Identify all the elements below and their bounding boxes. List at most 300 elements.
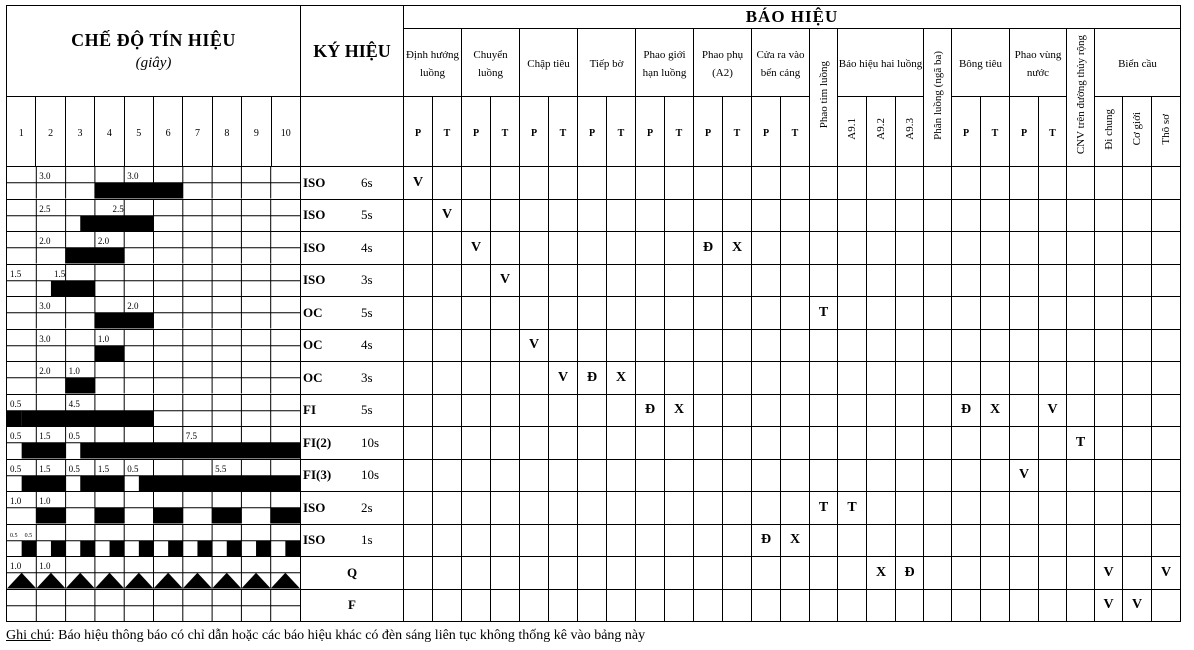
signal-cell — [781, 362, 810, 395]
light-symbol — [301, 362, 404, 395]
signal-cell — [549, 459, 578, 492]
signal-cell — [896, 232, 924, 265]
signal-cell — [1067, 427, 1095, 460]
second-header — [153, 97, 182, 167]
light-code: FI — [303, 402, 316, 418]
signal-cell — [752, 427, 781, 460]
group-header — [952, 29, 1010, 97]
group-header — [404, 29, 462, 97]
sub-header — [981, 97, 1010, 167]
signal-cell — [1152, 524, 1181, 557]
signal-cell — [781, 199, 810, 232]
signal-cell — [694, 329, 723, 362]
light-period-block — [22, 540, 37, 556]
table-row — [7, 199, 1181, 232]
signal-cell — [520, 167, 549, 200]
signal-cell — [636, 297, 665, 330]
table-row — [7, 459, 1181, 492]
signal-mark: V — [412, 174, 424, 190]
sub-header-label: P — [588, 127, 596, 139]
sub-header — [1152, 97, 1181, 167]
signal-cell — [636, 232, 665, 265]
timing-pattern — [7, 394, 301, 427]
quick-flash-triangle — [183, 573, 212, 589]
signal-cell — [723, 459, 752, 492]
signal-cell — [867, 329, 896, 362]
signal-cell — [924, 329, 952, 362]
signal-cell — [896, 199, 924, 232]
signal-cell — [1039, 297, 1067, 330]
light-period: 5s — [361, 304, 373, 320]
timing-label: 0.5 — [24, 532, 33, 539]
second-label: 3 — [77, 127, 83, 139]
light-code: OC — [303, 337, 323, 353]
signal-cell — [636, 459, 665, 492]
signal-cell — [433, 459, 462, 492]
signal-cell — [462, 232, 491, 265]
signal-cell — [781, 167, 810, 200]
signal-cell — [607, 167, 636, 200]
signal-cell — [694, 557, 723, 590]
group-label: Tiếp bờ — [589, 57, 624, 70]
signal-cell — [433, 427, 462, 460]
signal-cell — [896, 394, 924, 427]
signal-cell — [520, 492, 549, 525]
signal-cell — [896, 427, 924, 460]
signal-cell — [694, 167, 723, 200]
signal-cell — [404, 459, 433, 492]
signal-cell — [607, 232, 636, 265]
light-code: OC — [303, 369, 323, 385]
sub-header-label: P — [762, 127, 770, 139]
sub-header — [781, 97, 810, 167]
table-row — [7, 427, 1181, 460]
signal-cell — [549, 394, 578, 427]
light-period-block — [22, 410, 154, 426]
signal-cell — [607, 459, 636, 492]
timing-label: 2.5 — [112, 203, 124, 214]
sub-header-label: Thô sơ — [1160, 113, 1172, 145]
second-header — [212, 97, 241, 167]
signal-cell — [607, 329, 636, 362]
symbol-title: KÝ HIỆU — [313, 40, 391, 61]
signal-cell — [981, 394, 1010, 427]
light-symbol — [301, 329, 404, 362]
signal-mark: X — [875, 564, 887, 580]
timing-pattern — [7, 492, 301, 525]
timing-label: 2.5 — [39, 203, 51, 214]
signal-cell — [665, 167, 694, 200]
signal-cell — [404, 427, 433, 460]
signal-cell — [1010, 297, 1039, 330]
signal-mark: X — [615, 369, 627, 385]
signal-cell — [636, 199, 665, 232]
second-label: 10 — [280, 127, 291, 139]
timing-label: 0.5 — [10, 532, 18, 539]
second-label: 9 — [253, 127, 259, 139]
light-code: ISO — [303, 532, 326, 548]
signal-cell — [896, 557, 924, 590]
timing-pattern — [7, 427, 301, 460]
signal-cell — [810, 199, 838, 232]
signal-table — [6, 5, 1181, 622]
signal-cell — [462, 167, 491, 200]
signal-cell — [1010, 459, 1039, 492]
timing-label: 1.0 — [39, 495, 51, 506]
sub-header — [462, 97, 491, 167]
timing-label: 3.0 — [127, 170, 139, 181]
second-header — [242, 97, 271, 167]
signal-cell — [665, 459, 694, 492]
signal-cell — [1095, 329, 1123, 362]
timing-pattern — [7, 459, 301, 492]
signal-cell — [1152, 589, 1181, 622]
group-label: Chuyển luồng — [473, 48, 508, 79]
timing-label: 1.5 — [39, 430, 51, 441]
signal-cell — [491, 459, 520, 492]
signal-cell — [578, 459, 607, 492]
signal-cell — [549, 329, 578, 362]
sub-header — [838, 97, 867, 167]
timing-label: 0.5 — [10, 430, 22, 441]
timing-pattern — [7, 329, 301, 362]
timing-pattern — [7, 557, 301, 590]
signal-cell — [752, 297, 781, 330]
timing-pattern — [7, 199, 301, 232]
signal-header — [404, 6, 1181, 29]
signal-cell — [578, 297, 607, 330]
timing-diagram — [7, 167, 300, 199]
signal-cell — [462, 394, 491, 427]
signal-cell — [1067, 394, 1095, 427]
signal-cell — [665, 524, 694, 557]
signal-cell — [867, 524, 896, 557]
light-symbol — [301, 557, 404, 590]
signal-cell — [1123, 524, 1152, 557]
signal-cell — [952, 492, 981, 525]
signal-cell — [981, 199, 1010, 232]
light-code: ISO — [303, 207, 326, 223]
timing-diagram — [7, 200, 300, 232]
signal-cell — [1095, 264, 1123, 297]
light-period-block — [154, 508, 183, 524]
signal-cell — [462, 459, 491, 492]
signal-cell — [491, 557, 520, 590]
signal-mark: V — [1103, 564, 1114, 580]
timing-diagram — [7, 265, 300, 297]
signal-cell — [810, 589, 838, 622]
group-label: Phao phụ (A2) — [701, 48, 744, 79]
group-label: Phân luồng (ngã ba) — [931, 50, 944, 140]
sub-header — [952, 97, 981, 167]
second-header — [65, 97, 94, 167]
table-row — [7, 557, 1181, 590]
signal-cell — [723, 427, 752, 460]
light-period-block — [110, 540, 125, 556]
timing-pattern — [7, 524, 301, 557]
light-period: 4s — [361, 239, 373, 255]
signal-cell — [433, 492, 462, 525]
signal-cell — [952, 459, 981, 492]
signal-cell — [1152, 394, 1181, 427]
signal-cell — [1095, 589, 1123, 622]
light-period-block — [51, 280, 95, 296]
signal-cell — [694, 232, 723, 265]
signal-cell — [694, 362, 723, 395]
signal-cell — [578, 557, 607, 590]
signal-cell — [838, 329, 867, 362]
signal-cell — [404, 297, 433, 330]
timing-label: 1.0 — [68, 365, 80, 376]
signal-mark: Đ — [960, 402, 972, 418]
sub-header-label: P — [472, 127, 480, 139]
signal-cell — [1095, 459, 1123, 492]
second-header — [36, 97, 65, 167]
signal-cell — [462, 492, 491, 525]
signal-mark: V — [1103, 597, 1114, 613]
signal-mark: T — [818, 499, 829, 515]
group-header — [694, 29, 752, 97]
signal-cell — [636, 167, 665, 200]
signal-cell — [867, 492, 896, 525]
second-header — [271, 97, 300, 167]
sub-header — [867, 97, 896, 167]
light-symbol — [301, 427, 404, 460]
signal-cell — [1010, 329, 1039, 362]
signal-cell — [867, 394, 896, 427]
timing-label: 3.0 — [39, 300, 51, 311]
signal-cell — [1152, 264, 1181, 297]
signal-cell — [952, 557, 981, 590]
signal-cell — [1039, 199, 1067, 232]
signal-cell — [924, 459, 952, 492]
signal-cell — [665, 232, 694, 265]
signal-cell — [607, 492, 636, 525]
signal-cell — [952, 524, 981, 557]
signal-cell — [636, 264, 665, 297]
signal-cell — [781, 557, 810, 590]
signal-cell — [462, 297, 491, 330]
signal-cell — [1067, 199, 1095, 232]
timing-pattern — [7, 167, 301, 200]
signal-cell — [1152, 297, 1181, 330]
signal-cell — [549, 362, 578, 395]
signal-cell — [520, 297, 549, 330]
signal-cell — [549, 199, 578, 232]
signal-cell — [723, 329, 752, 362]
signal-cell — [838, 492, 867, 525]
signal-cell — [1067, 362, 1095, 395]
signal-mark: V — [1131, 597, 1143, 613]
second-label: 6 — [165, 127, 171, 139]
sub-header — [433, 97, 462, 167]
signal-cell — [952, 264, 981, 297]
timing-label: 1.5 — [97, 463, 110, 474]
signal-cell — [549, 557, 578, 590]
light-symbol — [301, 264, 404, 297]
light-symbol — [301, 524, 404, 557]
sub-header-label: A9.3 — [903, 118, 916, 140]
table-row — [7, 492, 1181, 525]
group-header — [578, 29, 636, 97]
signal-cell — [607, 297, 636, 330]
signal-cell — [404, 167, 433, 200]
signal-cell — [810, 264, 838, 297]
signal-cell — [491, 232, 520, 265]
signal-cell — [810, 427, 838, 460]
signal-cell — [520, 264, 549, 297]
signal-cell — [810, 329, 838, 362]
signal-cell — [1095, 394, 1123, 427]
signal-cell — [665, 589, 694, 622]
timing-pattern — [7, 232, 301, 265]
signal-cell — [752, 199, 781, 232]
signal-cell — [1010, 589, 1039, 622]
signal-cell — [781, 459, 810, 492]
signal-cell — [549, 492, 578, 525]
group-label: Bông tiêu — [958, 57, 1003, 70]
light-period-block — [95, 313, 154, 329]
signal-cell — [1095, 199, 1123, 232]
light-period-block — [271, 508, 300, 524]
signal-cell — [952, 427, 981, 460]
light-code: Q — [346, 564, 358, 580]
signal-cell — [636, 362, 665, 395]
footnote — [6, 628, 645, 644]
quick-flash-triangle — [124, 573, 153, 589]
group-header — [1010, 29, 1067, 97]
signal-cell — [1152, 329, 1181, 362]
sub-header — [607, 97, 636, 167]
signal-cell — [781, 329, 810, 362]
group-label: Biển cầu — [1118, 57, 1157, 70]
timing-label: 4.5 — [68, 398, 80, 409]
signal-cell — [694, 492, 723, 525]
signal-cell — [462, 362, 491, 395]
second-header — [124, 97, 153, 167]
signal-cell — [952, 232, 981, 265]
signal-cell — [924, 232, 952, 265]
sub-header-label: Cơ giới — [1131, 112, 1143, 146]
signal-cell — [1010, 362, 1039, 395]
second-label: 7 — [195, 127, 201, 139]
signal-cell — [694, 459, 723, 492]
signal-cell — [924, 362, 952, 395]
signal-cell — [694, 427, 723, 460]
signal-cell — [723, 492, 752, 525]
sub-header-label: A9.1 — [846, 118, 858, 140]
signal-cell — [1152, 199, 1181, 232]
table-row — [7, 524, 1181, 557]
signal-cell — [636, 557, 665, 590]
timing-label: 1.5 — [53, 268, 66, 279]
signal-cell — [924, 557, 952, 590]
signal-cell — [462, 199, 491, 232]
group-label: Báo hiệu hai luồng — [838, 57, 923, 70]
signal-cell — [694, 264, 723, 297]
signal-cell — [838, 589, 867, 622]
signal-cell — [952, 589, 981, 622]
signal-cell — [1152, 557, 1181, 590]
signal-cell — [636, 524, 665, 557]
table-row — [7, 589, 1181, 622]
group-label: Phao tim luồng — [817, 61, 830, 129]
light-period-block — [51, 540, 66, 556]
signal-cell — [636, 394, 665, 427]
signal-cell — [723, 232, 752, 265]
signal-mark: Đ — [904, 564, 915, 580]
signal-cell — [1067, 524, 1095, 557]
group-header — [636, 29, 694, 97]
timing-diagram — [7, 427, 300, 459]
group-header — [838, 29, 924, 97]
signal-cell — [433, 557, 462, 590]
signal-cell — [404, 557, 433, 590]
signal-cell — [952, 329, 981, 362]
signal-cell — [1039, 362, 1067, 395]
signal-cell — [781, 427, 810, 460]
light-period: 3s — [361, 369, 373, 385]
signal-cell — [1010, 167, 1039, 200]
signal-cell — [981, 264, 1010, 297]
signal-cell — [404, 199, 433, 232]
signal-cell — [1123, 394, 1152, 427]
signal-cell — [752, 167, 781, 200]
signal-cell — [723, 589, 752, 622]
signal-cell — [404, 589, 433, 622]
signal-cell — [491, 492, 520, 525]
signal-cell — [1123, 199, 1152, 232]
light-period-block — [285, 540, 300, 556]
sub-header — [1010, 97, 1039, 167]
signal-cell — [549, 427, 578, 460]
signal-cell — [578, 524, 607, 557]
signal-cell — [1095, 557, 1123, 590]
signal-cell — [1067, 329, 1095, 362]
signal-cell — [896, 459, 924, 492]
signal-cell — [404, 492, 433, 525]
signal-cell — [781, 264, 810, 297]
timing-label: 1.0 — [10, 560, 22, 571]
signal-cell — [752, 362, 781, 395]
signal-cell — [549, 264, 578, 297]
light-period-block — [139, 540, 154, 556]
sub-header — [404, 97, 433, 167]
light-code: FI(3) — [303, 467, 332, 483]
signal-cell — [723, 557, 752, 590]
signal-cell — [1152, 362, 1181, 395]
signal-cell — [694, 297, 723, 330]
signal-mark: V — [557, 369, 569, 385]
signal-cell — [520, 557, 549, 590]
signal-cell — [1123, 232, 1152, 265]
signal-cell — [1039, 459, 1067, 492]
signal-cell — [810, 232, 838, 265]
signal-cell — [896, 524, 924, 557]
signal-cell — [723, 394, 752, 427]
second-label: 4 — [106, 127, 112, 139]
footnote-text: : Báo hiệu thông báo có chỉ dẫn hoặc các báo hiệu khác có đèn sáng liên tục không thống kê vào bảng này — [50, 628, 646, 643]
quick-flash-triangle — [95, 573, 124, 589]
light-period-block — [95, 183, 183, 199]
signal-cell — [952, 394, 981, 427]
signal-cell — [636, 589, 665, 622]
signal-cell — [838, 167, 867, 200]
timing-label: 0.5 — [68, 430, 80, 441]
signal-mark: V — [499, 272, 511, 288]
signal-cell — [1039, 492, 1067, 525]
timing-label: 2.0 — [39, 235, 51, 246]
